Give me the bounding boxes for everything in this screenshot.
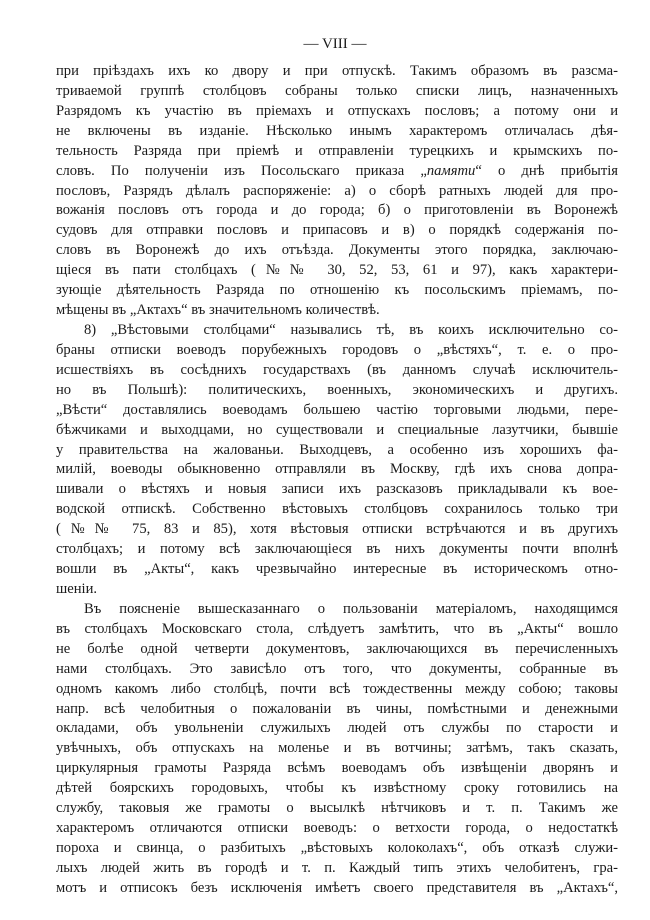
text-line: не включены въ изданiе. Нѣсколько инымъ характеромъ отличалась дѣя- [56, 122, 618, 139]
text-line: триваемой группѣ столбцовъ собраны только списки лицъ, назначенныхъ [56, 82, 618, 99]
text-line [56, 162, 618, 182]
text-line: нами столбцахъ. Это зависѣло отъ того, что документы, собранные въ [56, 660, 618, 677]
text-line: исшествiяхъ въ сосѣднихъ государствахъ (въ данномъ случаѣ исключитель- [56, 361, 618, 378]
text-line: вошли въ „Акты“, какъ чрезвычайно интересные въ историческомъ отно- [56, 561, 618, 578]
paragraph [56, 600, 618, 899]
text-line: при прiѣздахъ ихъ ко двору и при отпускѣ. Такимъ образомъ въ разсма- [56, 63, 618, 79]
text-line: Въ поясненiе вышесказаннаго о пользованiи матерiаломъ, находящимся [84, 600, 618, 617]
text-line: у правительства на жалованьи. Выходцевъ, а особенно изъ хорошихъ фа- [56, 441, 618, 458]
text-line: пословъ, Разрядъ дѣлалъ распоряженiе: а) о сборѣ ратныхъ людей для про- [56, 182, 618, 199]
text-line: щiеся въ пати столбцахъ (№№ 30, 52, 53, 61 и 97), какъ характери- [56, 262, 618, 279]
text-line: 8) „Вѣстовыми столбцами“ назывались тѣ, въ коихъ исключительно со- [84, 321, 618, 338]
text-line: шенiи. [56, 580, 98, 597]
text-line: не болѣе одной четверти документовъ, заключающихся въ перечисленныхъ [56, 640, 618, 657]
text-line: тельность Разряда при прiемѣ и отправленiи турецкихъ и крымскихъ по- [56, 142, 618, 159]
text-line: столбцахъ; и потому всѣ заключающiеся въ нихъ документы почти вполнѣ [56, 541, 618, 558]
text-line: милiй, воеводы обыкновенно отправляли въ Москву, гдѣ ихъ снова допра- [56, 461, 618, 478]
text-line: вожанiя пословъ отъ города и до города; б) о приготовленiи въ Воронежѣ [56, 202, 618, 219]
text-line: напр. всѣ челобитныя о пожалованiи въ чины, помѣстными и денежными [56, 700, 618, 717]
text-line: судовъ для отправки пословъ и припасовъ и в) о порядкѣ содержанiя по- [56, 222, 618, 239]
text-line: мотъ и отписокъ безъ исключенiя имѣетъ своего представителя въ „Актахъ“, [56, 879, 618, 896]
paragraph [56, 62, 618, 321]
text-line: (№№ 75, 83 и 85), хотя вѣстовыя отписки встрѣчаются и въ другихъ [56, 521, 618, 538]
body-text [56, 62, 618, 899]
text-line: шивали о вѣстяхъ и новыя записи ихъ разсказовъ прикладывали къ вое- [56, 481, 618, 498]
page-number: — VIII — [303, 36, 367, 52]
text-line: водской отпискѣ. Собственно вѣстовыхъ столбцовъ сохранилось только три [56, 501, 618, 518]
text-line: словъ въ Воронежѣ до ихъ отъѣзда. Документы этого порядка, заключаю- [56, 242, 618, 259]
text-segment: словъ. По полученiи изъ Посольскаго приказа „ [56, 162, 427, 179]
text-line: увѣчныхъ, объ отпускахъ на моленье и въ вотчины; затѣмъ, такъ сказать, [56, 740, 618, 757]
text-line: дѣтей боярскихъ городовыхъ, чтобы къ извѣстному сроку готовились на [56, 780, 618, 797]
text-line: въ столбцахъ Московскаго стола, слѣдуетъ замѣтить, что въ „Акты“ вошло [56, 620, 618, 637]
text-line: мѣщены въ „Актахъ“ въ значительномъ количествѣ. [56, 302, 380, 319]
text-line: Разрядомъ къ участiю въ прiемахъ и отпускахъ пословъ; а потому они и [56, 102, 618, 119]
text-line: бѣжчиками и выходцами, но существовали и специальные лазутчики, бывшiе [56, 421, 618, 438]
text-line: характеромъ отличаются отписки воеводъ: о ветхости города, о недостаткѣ [56, 820, 618, 837]
text-segment: “ о днѣ прибытiя [475, 162, 619, 179]
text-line: пороха и свинца, о разбитыхъ „вѣстовыхъ колоколахъ“, объ отказѣ служи- [56, 839, 618, 856]
text-line: „Вѣсти“ доставлялись воеводамъ большею частiю торговыми людьми, пере- [56, 401, 618, 418]
text-line: но въ Польшѣ): политическихъ, военныхъ, экономическихъ и другихъ. [56, 381, 618, 398]
paragraph [56, 321, 618, 600]
emphasized-word: памяти [426, 162, 476, 179]
text-line: зующiе дѣятельность Разряда по отношенiю къ посольскимъ прiемамъ, по- [56, 282, 618, 299]
text-line: циркулярныя грамоты Разряда всѣмъ воеводамъ объ извѣщенiи дворянъ и [56, 760, 618, 777]
text-line: лыхъ людей жить въ городѣ и т. п. Каждый типъ этихъ челобитенъ, гра- [56, 859, 618, 876]
text-line: окладами, объ увольненiи служилыхъ людей отъ службы по старости и [56, 720, 618, 737]
text-line: службу, таковыя же грамоты о высылкѣ нѣтчиковъ и т. п. Такимъ же [56, 800, 618, 817]
text-line: браны отписки воеводъ порубежныхъ городовъ о „вѣстяхъ“, т. е. о про- [56, 341, 618, 358]
text-line: одномъ какомъ либо столбцѣ, почти всѣ тождественны между собою; таковы [56, 680, 618, 697]
